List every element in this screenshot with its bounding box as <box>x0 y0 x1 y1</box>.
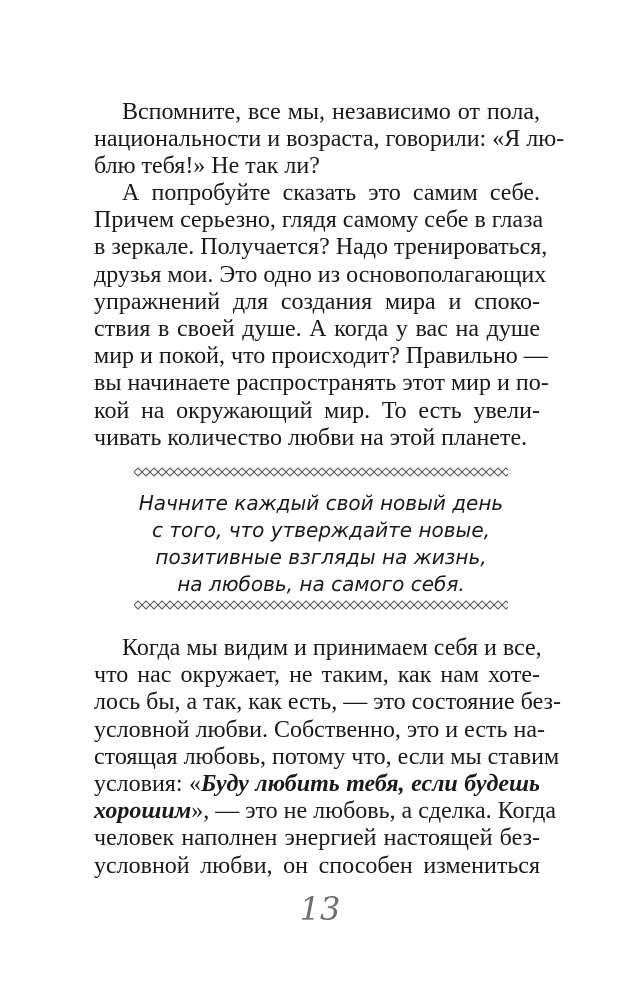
text-line <box>94 771 540 798</box>
text-fragment: », — это не любовь, а сделка. Когда <box>191 798 556 825</box>
text-line: человек наполнен энергией настоящей без- <box>94 825 540 852</box>
text-line <box>94 798 556 825</box>
quote-line: с того, что утверждайте новые, <box>152 518 490 542</box>
text-line: условной любви. Собственно, это и есть на- <box>94 716 545 743</box>
paragraph-1 <box>94 99 565 181</box>
text-line: Когда мы видим и принимаем себя и все, <box>122 635 542 661</box>
text-line: национальности и возраста, говорили: «Я лю- <box>94 126 565 153</box>
ornament-divider-bottom <box>134 600 508 610</box>
text-line: лось бы, а так, как есть, — это состояние без- <box>94 689 561 716</box>
quote-block <box>94 490 548 598</box>
text-line: упражнений для создания мира и споко- <box>94 288 540 315</box>
ornament-divider-top <box>134 467 508 477</box>
text-line: Вспомните, все мы, независимо от пола, <box>122 99 540 125</box>
emphasized-phrase: хорошим <box>94 798 192 825</box>
text-line: Причем серьезно, глядя самому себе в глаза <box>94 207 544 234</box>
emphasized-phrase: Буду любить тебя, если будешь <box>201 771 541 798</box>
quote-line: позитивные взгляды на жизнь, <box>155 545 487 569</box>
page-number: 13 <box>299 890 341 928</box>
text-line: А попробуйте сказать это самим себе. <box>122 180 540 206</box>
quote-line: на любовь, на самого себя. <box>177 572 465 596</box>
text-line: вы начинаете распространять этот мир и по- <box>94 370 549 397</box>
text-fragment: условия: « <box>94 771 201 798</box>
text-line: чивать количество любви на этой планете. <box>94 424 528 451</box>
paragraph-2 <box>94 180 549 452</box>
text-line: блю тебя!» Не так ли? <box>94 153 320 180</box>
text-line: в зеркале. Получается? Надо тренироваться, <box>94 234 548 261</box>
text-line: что нас окружает, не таким, как нам хоте- <box>94 662 540 689</box>
text-line: ствия в своей душе. А когда у вас на душе <box>94 316 540 343</box>
text-line: условной любви, он способен измениться <box>94 852 540 879</box>
text-line: кой на окружающий мир. То есть увели- <box>94 397 540 424</box>
paragraph-3 <box>94 635 561 880</box>
text-line: мир и покой, что происходит? Правильно — <box>94 343 548 370</box>
quote-line: Начните каждый свой новый день <box>138 491 504 515</box>
text-line: стоящая любовь, потому что, если мы ставим <box>94 743 560 770</box>
text-line: друзья мои. Это одно из основополагающих <box>94 261 547 288</box>
